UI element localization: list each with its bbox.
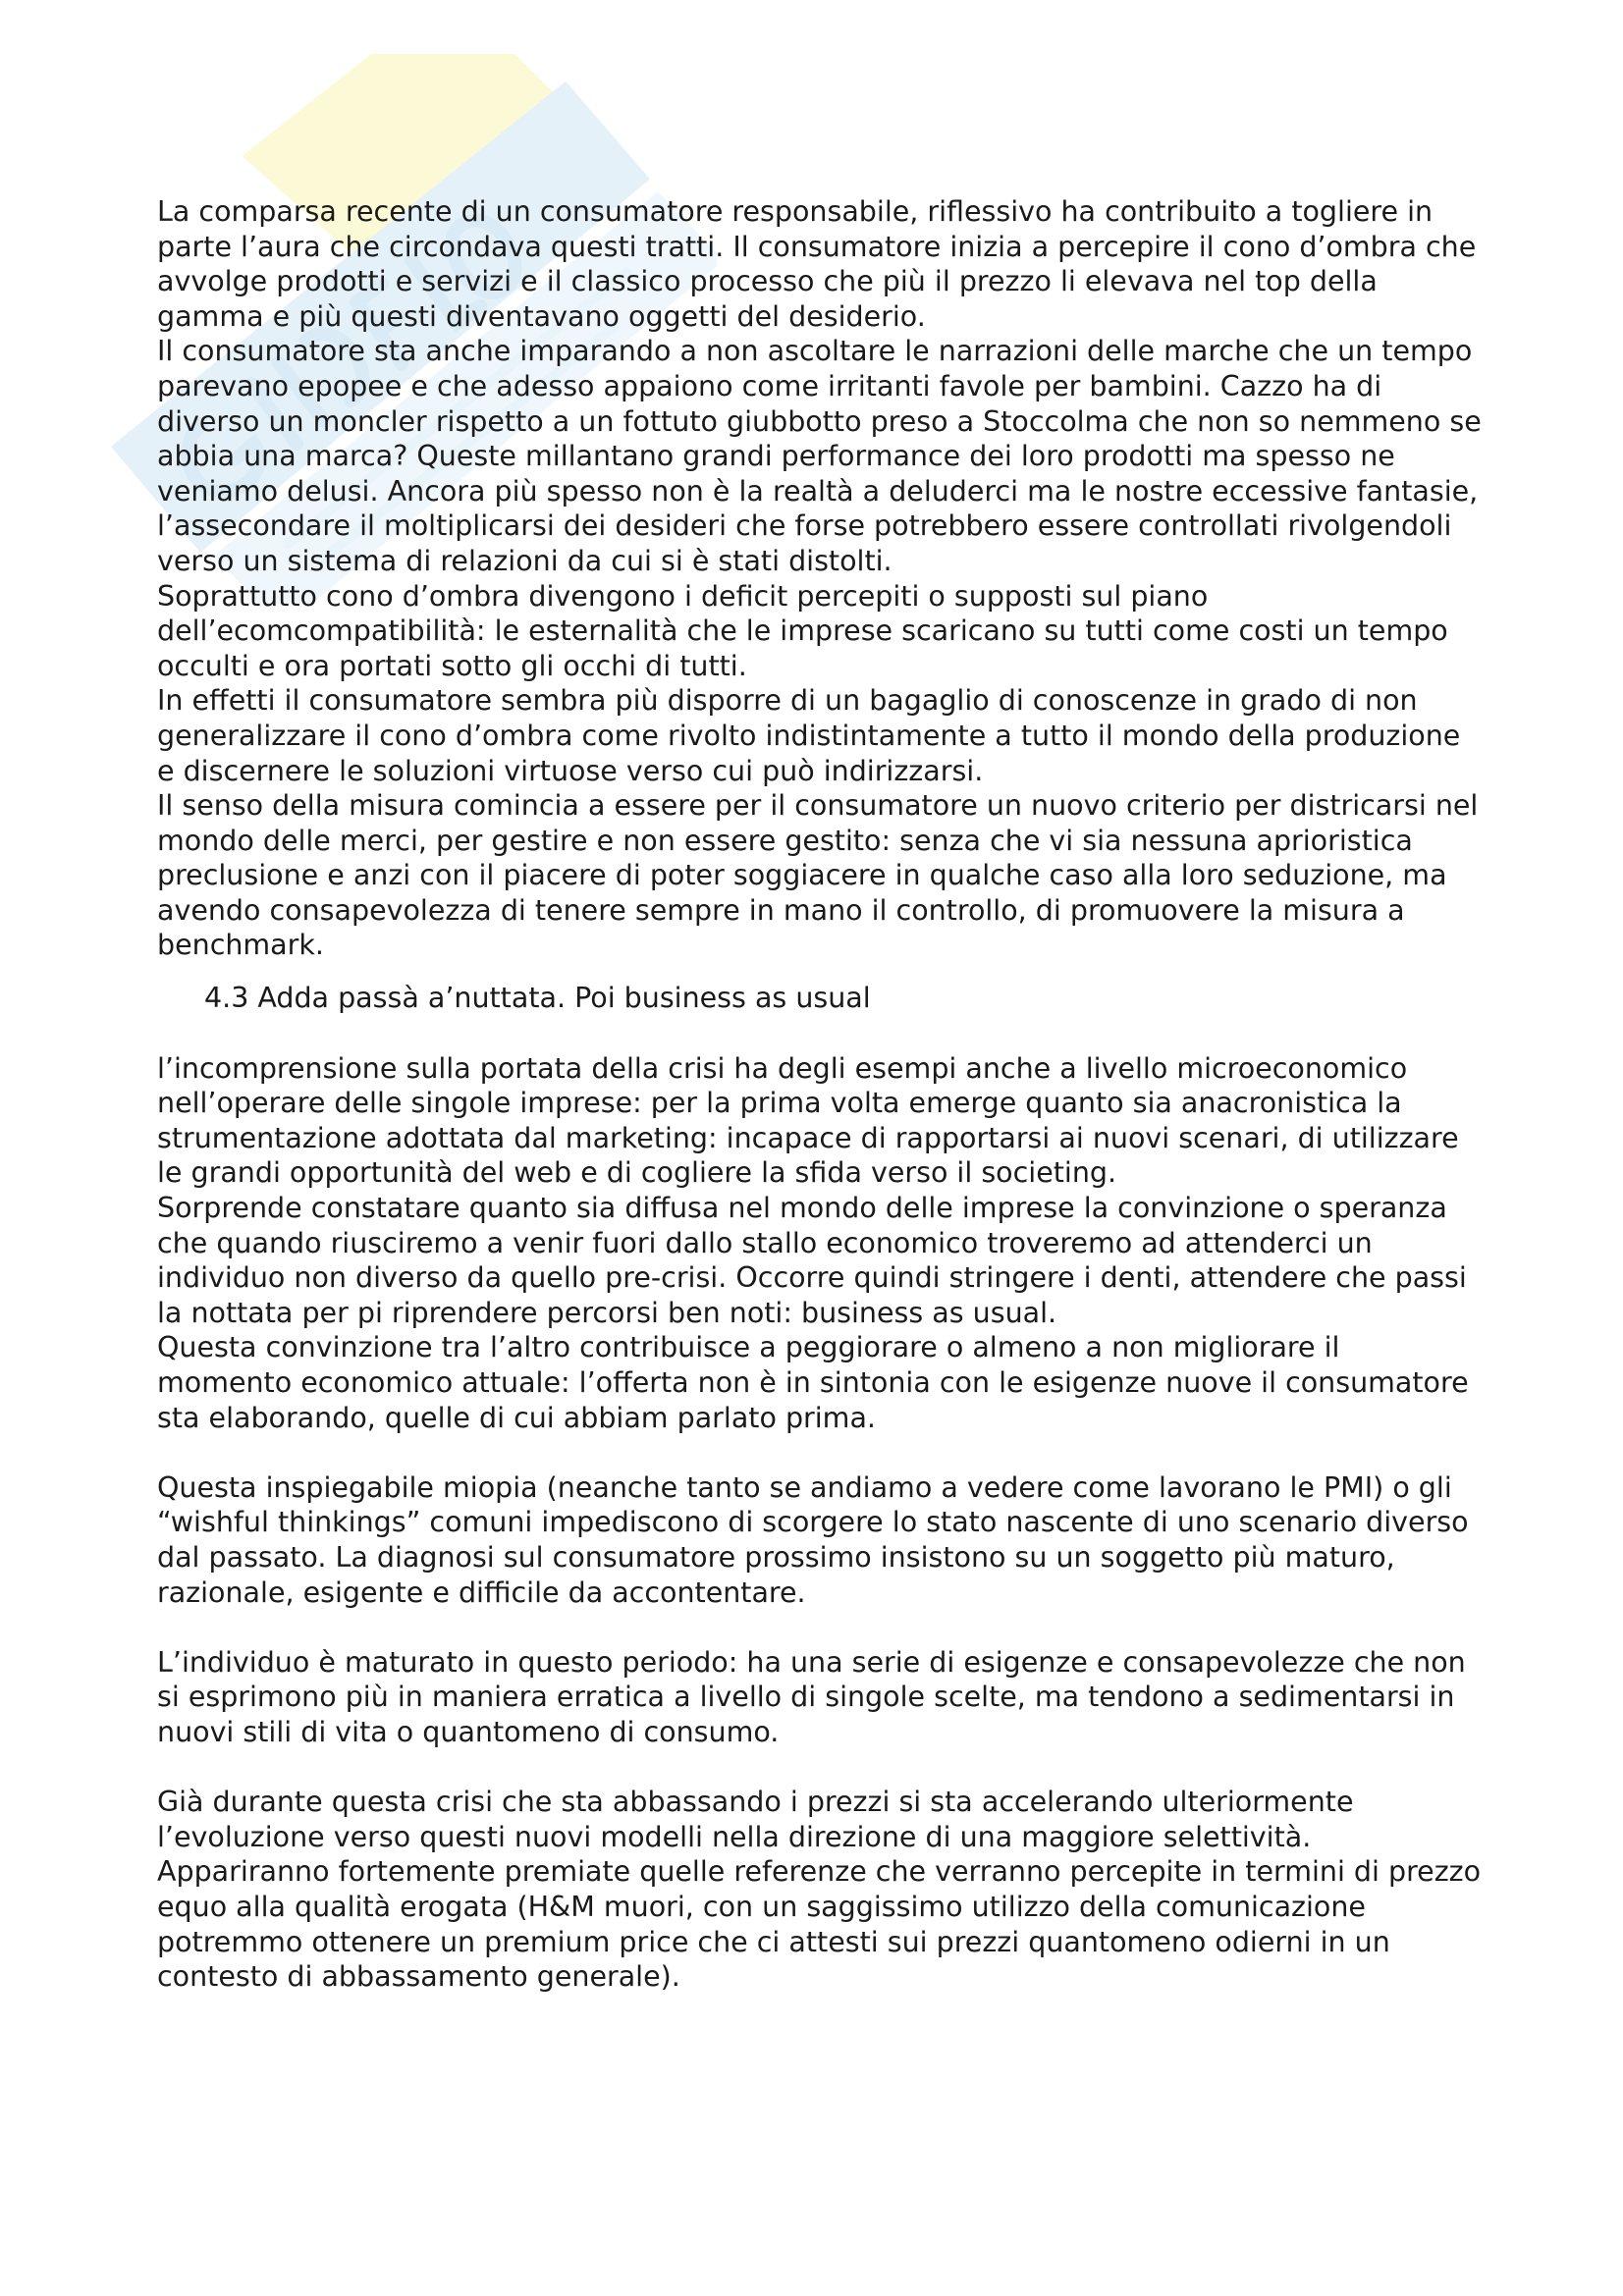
paragraph-gap <box>157 1610 1483 1645</box>
paragraph: l’incomprensione sulla portata della crisi ha degli esempi anche a livello microeconomico nell’operare delle singole imprese: per la prima volta emerge quanto sia anacronistica la strumentazione adottata dal marketing: incapace di rapportarsi ai nuovi scenari, di utilizzare le grandi opportunità del web e di cogliere la sfida verso il societing. <box>157 1051 1459 1190</box>
paragraph: Il senso della misura comincia a essere per il consumatore un nuovo criterio per districarsi nel mondo delle merci, per gestire e non essere gestito: senza che vi sia nessuna aprioristica preclusione e anzi con il piacere di poter soggiacere in qualche caso alla loro seduzione, ma avendo consapevolezza di tenere sempre in mano il controllo, di promuovere la misura a benchmark. <box>157 789 1479 962</box>
paragraph: Il consumatore sta anche imparando a non ascoltare le narrazioni delle marche che un tempo parevano epopee e che adesso appaiono come irritanti favole per bambini. Cazzo ha di diverso un moncler rispetto a un fottuto giubbotto preso a Stoccolma che non so nemmeno se abbia una marca? Queste millantano grandi performance dei loro prodotti ma spesso ne veniamo delusi. Ancora più spesso non è la realtà a deluderci ma le nostre eccessive fantasie, l’assecondare il moltiplicarsi dei desideri che forse potrebbero essere controllati rivolgendoli verso un sistema di relazioni da cui si è stati distolti. <box>157 335 1482 577</box>
paragraph: Soprattutto cono d’ombra divengono i deficit percepiti o supposti sul piano dell’ecomcompatibilità: le esternalità che le imprese scaricano su tutti come costi un tempo occulti e ora portati sotto gli occhi di tutti. <box>157 579 1448 682</box>
document-page <box>157 194 1483 1995</box>
section-heading: 4.3 Adda passà a’nuttata. Poi business as usual <box>204 982 871 1015</box>
crisi-section <box>157 1785 1483 1995</box>
paragraph: Già durante questa crisi che sta abbassando i prezzi si sta accelerando ulteriormente l’evoluzione verso questi nuovi modelli nella direzione di una maggiore selettività. Appariranno fortemente premiate quelle referenze che verranno percepite in termini di prezzo equo alla qualità erogata (H&M muori, con un saggissimo utilizzo della comunicazione potremmo ottenere un premium price che ci attesti sui prezzi quantomeno odierni in un contesto di abbassamento generale). <box>157 1786 1482 1994</box>
miopia-section <box>157 1470 1483 1610</box>
paragraph: Questa convinzione tra l’altro contribuisce a peggiorare o almeno a non migliorare il momento economico attuale: l’offerta non è in sintonia con le esigenze nuove il consumatore sta elaborando, quelle di cui abbiam parlato prima. <box>157 1331 1469 1434</box>
paragraph-gap <box>157 1435 1483 1470</box>
paragraph-gap <box>157 1750 1483 1786</box>
paragraph: L’individuo è maturato in questo periodo: ha una serie di esigenze e consapevolezze che non si esprimono più in maniera erratica a livello di singole scelte, ma tendono a sedimentarsi in nuovi stili di vita o quantomeno di consumo. <box>157 1645 1466 1748</box>
individuo-section <box>157 1645 1483 1750</box>
paragraph: Questa inspiegabile miopia (neanche tanto se andiamo a vedere come lavorano le PMI) o gli “wishful thinkings” comuni impediscono di scorgere lo stato nascente di uno scenario diverso dal passato. La diagnosi sul consumatore prossimo insistono su un soggetto più maturo, razionale, esigente e difficile da accontentare. <box>157 1470 1469 1609</box>
paragraph: In effetti il consumatore sembra più disporre di un bagaglio di conoscenze in grado di non generalizzare il cono d’ombra come rivolto indistintamente a tutto il mondo della produzione e discernere le soluzioni virtuose verso cui può indirizzarsi. <box>157 684 1461 787</box>
section-4-3-body <box>157 1051 1483 1436</box>
paragraph: Sorprende constatare quanto sia diffusa nel mondo delle imprese la convinzione o speranza che quando riusciremo a venir fuori dallo stallo economico troveremo ad attenderci un individuo non diverso da quello pre-crisi. Occorre quindi stringere i denti, attendere che passi la nottata per pi riprendere percorsi ben noti: business as usual. <box>157 1192 1467 1329</box>
intro-section <box>157 194 1483 963</box>
paragraph: La comparsa recente di un consumatore responsabile, riflessivo ha contribuito a togliere in parte l’aura che circondava questi tratti. Il consumatore inizia a percepire il cono d’ombra che avvolge prodotti e servizi e il classico processo che più il prezzo li elevava nel top della gamma e più questi diventavano oggetti del desiderio. <box>157 195 1477 333</box>
